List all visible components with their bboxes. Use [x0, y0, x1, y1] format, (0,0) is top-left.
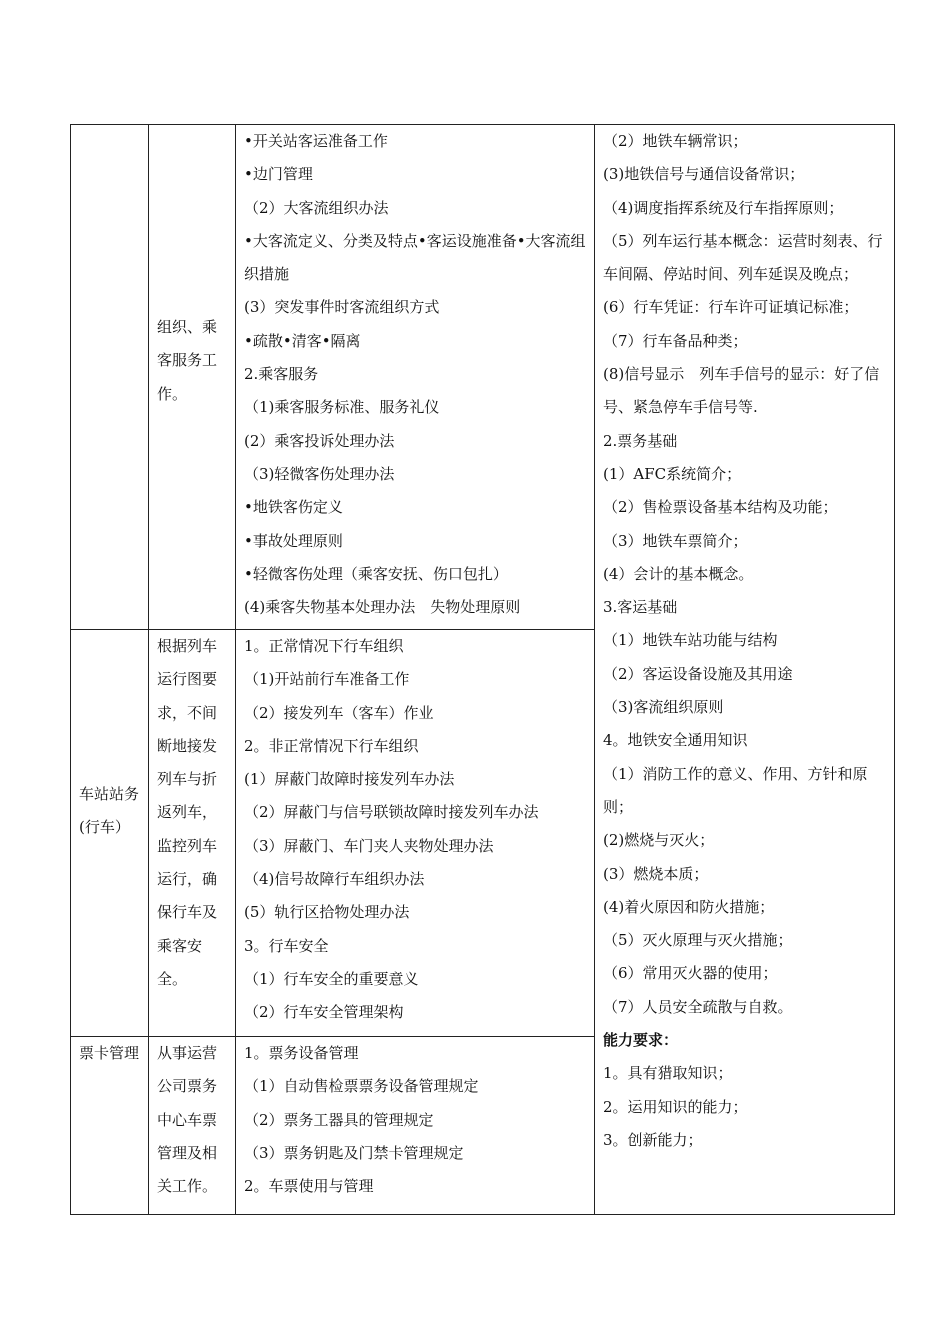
- knowledge-line: （2）售检票设备基本结构及功能；: [603, 498, 838, 517]
- knowledge-line: (4)着火原因和防火措施；: [603, 897, 775, 916]
- knowledge-line: （4)调度指挥系统及行车指挥原则；: [603, 198, 844, 217]
- knowledge-line: (8)信号显示 列车手信号的显示：好了信号、紧急停车手信号等.: [603, 365, 880, 417]
- knowledge-line: (3）燃烧本质；: [603, 864, 709, 883]
- module-description: 根据列车运行图要求，不间断地接发列车与折返列车，监控列车运行，确保行车及乘客安全。: [157, 637, 218, 988]
- content-line: •边门管理: [244, 165, 313, 184]
- module-name: 车站站务(行车）: [79, 785, 140, 837]
- knowledge-line: (1）AFC系统简介；: [603, 464, 742, 483]
- knowledge-line: （5）列车运行基本概念：运营时刻表、行车间隔、停站时间、列车延误及晚点；: [603, 231, 883, 284]
- content-line: •开关站客运准备工作: [244, 132, 388, 150]
- knowledge-line: （5）灭火原理与灭火措施；: [603, 931, 793, 950]
- content-line: （2）大客流组织办法: [244, 198, 389, 217]
- content-line: （4)信号故障行车组织办法: [244, 870, 425, 889]
- content-line: （3）屏蔽门、车门夹人夹物处理办法: [244, 836, 494, 855]
- content-line: (3）突发事件时客流组织方式: [244, 298, 440, 317]
- knowledge-line: 3.客运基础: [603, 598, 678, 617]
- ability-line: 3。创新能力；: [603, 1130, 703, 1149]
- content-line: （2）行车安全管理架构: [244, 1003, 404, 1022]
- ability-requirements-heading: 能力要求：: [603, 1031, 679, 1050]
- training-content-table: [70, 124, 895, 1215]
- module-cell: [71, 1037, 149, 1215]
- module-cell: [71, 630, 149, 1037]
- description-cell: [149, 630, 236, 1037]
- knowledge-requirements-cell: [595, 125, 895, 1215]
- content-line: （1）行车安全的重要意义: [244, 969, 419, 988]
- content-line: 1。票务设备管理: [244, 1044, 359, 1062]
- description-cell: [149, 1037, 236, 1215]
- knowledge-line: （3)客流组织原则: [603, 698, 724, 717]
- knowledge-line: (2)燃烧与灭火；: [603, 831, 715, 850]
- knowledge-line: (4）会计的基本概念。: [603, 564, 754, 583]
- knowledge-line: (6）行车凭证：行车许可证填记标准；: [603, 298, 859, 317]
- content-line: 3。行车安全: [244, 936, 329, 955]
- knowledge-line: （1）消防工作的意义、作用、方针和原则；: [603, 764, 868, 816]
- content-line: •疏散•清客•隔离: [244, 331, 361, 350]
- knowledge-line: （6）常用灭火器的使用；: [603, 964, 778, 983]
- knowledge-line: （2）地铁车辆常识；: [603, 132, 748, 150]
- module-name: 票卡管理: [79, 1044, 140, 1062]
- knowledge-line: （1）地铁车站功能与结构: [603, 631, 778, 650]
- knowledge-line: （2）客运设备设施及其用途: [603, 664, 793, 683]
- content-line: 2。非正常情况下行车组织: [244, 736, 419, 755]
- content-line: （1)开站前行车准备工作: [244, 670, 410, 689]
- module-cell: [71, 125, 149, 630]
- content-line: （3）票务钥匙及门禁卡管理规定: [244, 1143, 464, 1162]
- module-description: 组织、乘客服务工作。: [157, 318, 218, 403]
- knowledge-line: 4。地铁安全通用知识: [603, 731, 748, 750]
- module-description: 从事运营公司票务中心车票管理及相关工作。: [157, 1044, 218, 1196]
- content-line: （2）屏蔽门与信号联锁故障时接发列车办法: [244, 803, 539, 822]
- content-line: (2）乘客投诉处理办法: [244, 431, 395, 450]
- content-line: （3)轻微客伤处理办法: [244, 464, 395, 483]
- table-row: [71, 125, 895, 630]
- content-line: •事故处理原则: [244, 531, 343, 550]
- content-line: （1)乘客服务标准、服务礼仪: [244, 398, 440, 417]
- content-line: 2。车票使用与管理: [244, 1177, 374, 1196]
- knowledge-line: 2.票务基础: [603, 431, 678, 450]
- content-line: （1）自动售检票票务设备管理规定: [244, 1077, 479, 1096]
- content-line: （2）票务工器具的管理规定: [244, 1110, 434, 1129]
- content-line: •大客流定义、分类及特点•客运设施准备•大客流组织措施: [244, 231, 586, 284]
- content-line: (5）轨行区拾物处理办法: [244, 903, 410, 922]
- content-cell: [236, 125, 595, 630]
- content-line: (4)乘客失物基本处理办法 失物处理原则: [244, 598, 521, 617]
- description-cell: [149, 125, 236, 630]
- content-line: (1）屏蔽门故障时接发列车办法: [244, 770, 455, 789]
- knowledge-line: （3）地铁车票简介；: [603, 531, 748, 550]
- knowledge-line: （7）行车备品种类；: [603, 331, 748, 350]
- content-cell: [236, 630, 595, 1037]
- content-line: •轻微客伤处理（乘客安抚、伤口包扎）: [244, 564, 508, 583]
- content-line: 2.乘客服务: [244, 365, 319, 384]
- ability-line: 2。运用知识的能力；: [603, 1097, 748, 1116]
- content-line: 1。正常情况下行车组织: [244, 637, 404, 655]
- content-cell: [236, 1037, 595, 1215]
- ability-line: 1。具有猎取知识；: [603, 1064, 733, 1083]
- content-line: （2）接发列车（客车）作业: [244, 703, 434, 722]
- content-line: •地铁客伤定义: [244, 498, 343, 517]
- knowledge-line: （7）人员安全疏散与自救。: [603, 997, 793, 1016]
- knowledge-line: (3)地铁信号与通信设备常识；: [603, 165, 805, 184]
